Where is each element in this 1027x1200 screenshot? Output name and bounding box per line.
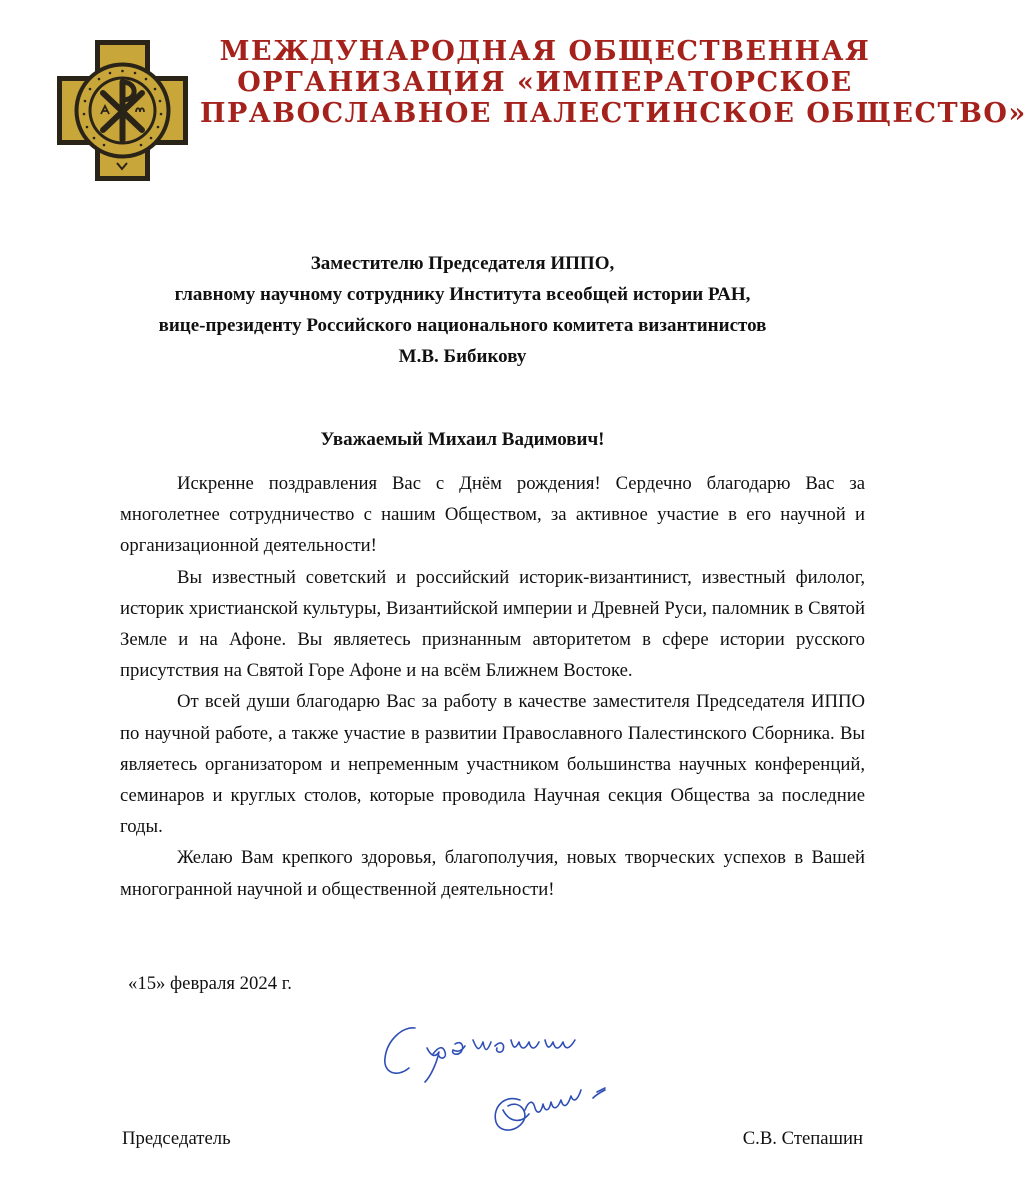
letterhead — [0, 0, 1027, 200]
organization-name — [200, 36, 1027, 129]
body-paragraph: Желаю Вам крепкого здоровья, благополучия, новых творческих успехов в Вашей многогранной научной и общественной деятельности! — [120, 847, 865, 900]
addressee-line: Заместителю Председателя ИППО, — [310, 253, 615, 274]
addressee-line: вице-президенту Российского национального комитета византинистов — [158, 315, 767, 336]
addressee-line: главному научному сотруднику Института всеобщей истории РАН, — [174, 284, 751, 305]
body-paragraph: Вы известный советский и российский историк-византинист, известный филолог, историк христианской культуры, Византийской империи и Древней Руси, паломник в Святой Земле и на Афоне. Вы являетесь признанным авторитетом в сфере истории русского присутствия на Святой Горе Афоне и на всём Ближнем Востоке. — [120, 566, 865, 682]
signatory-role: Председатель — [122, 1128, 231, 1149]
addressee-name: М.В. Бибикову — [398, 346, 527, 367]
letter-date: «15» февраля 2024 г. — [128, 973, 292, 994]
body-paragraph: Искренне поздравления Вас с Днём рождения! Сердечно благодарю Вас за многолетнее сотрудничество с нашим Обществом, за активное участие в его научной и организационной деятельности! — [120, 473, 865, 557]
salutation: Уважаемый Михаил Вадимович! — [320, 429, 605, 450]
signatory-name: С.В. Степашин — [742, 1128, 863, 1149]
handwritten-signature — [375, 1018, 645, 1148]
letter-body — [120, 468, 865, 905]
org-name-line: ОРГАНИЗАЦИЯ «ИМПЕРАТОРСКОЕ — [237, 67, 853, 98]
addressee-block — [80, 248, 845, 372]
org-name-line: ПРАВОСЛАВНОЕ ПАЛЕСТИНСКОЕ ОБЩЕСТВО» — [200, 98, 1027, 129]
chi-rho-cross-emblem-icon — [55, 38, 190, 183]
org-name-line: МЕЖДУНАРОДНАЯ ОБЩЕСТВЕННАЯ — [219, 36, 871, 67]
body-paragraph: От всей души благодарю Вас за работу в качестве заместителя Председателя ИППО по научной работе, а также участие в развитии Православного Палестинского Сборника. Вы являетесь организатором и непременным участником большинства научных конференций, семинаров и круглых столов, которые проводила Научная секция Общества за последние годы. — [120, 691, 865, 838]
